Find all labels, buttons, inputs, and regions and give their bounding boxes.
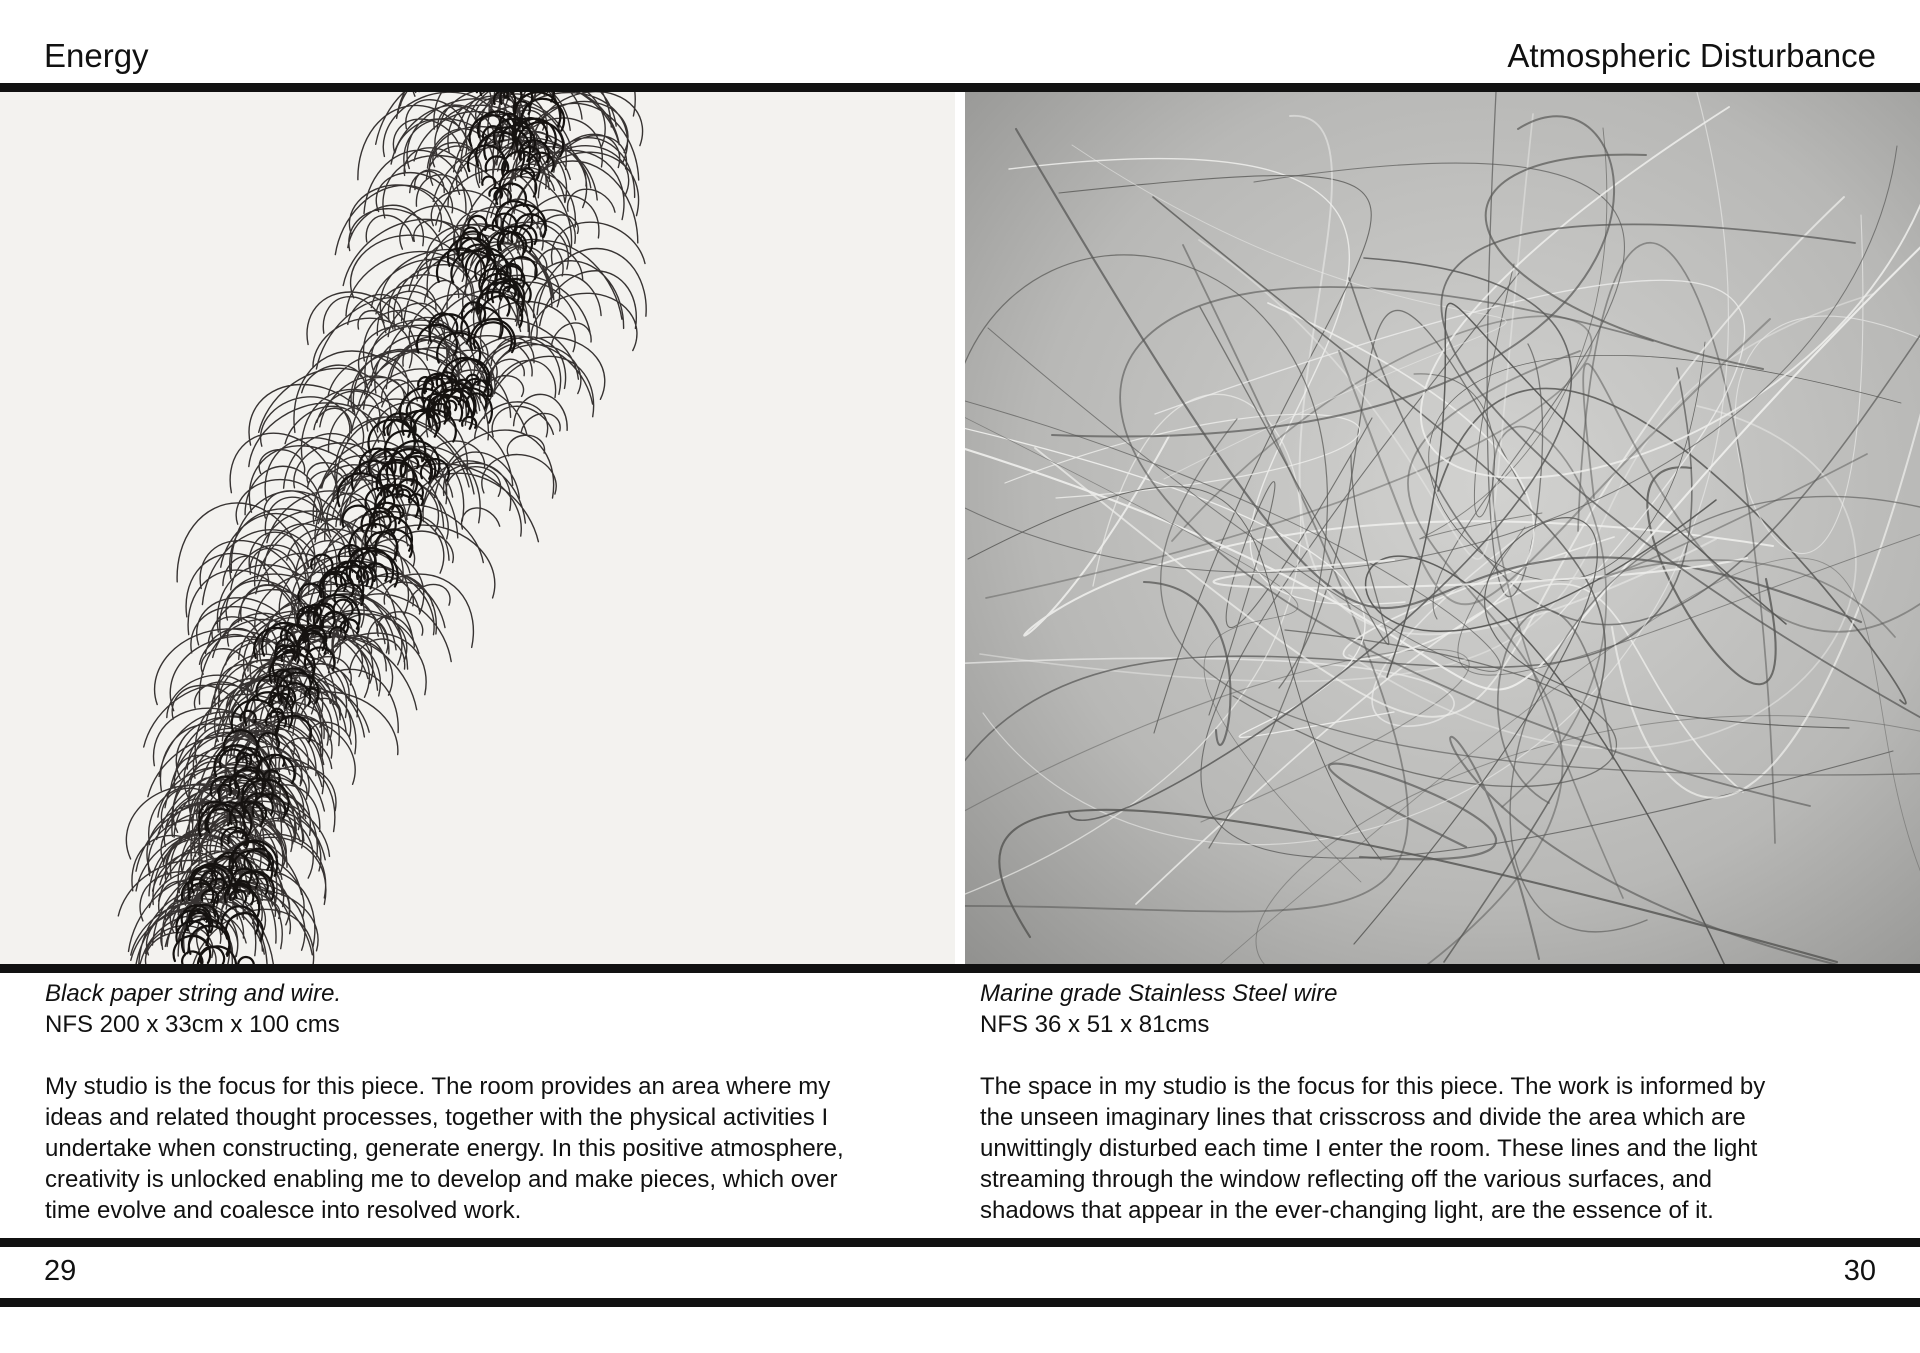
black-string-sculpture-photo <box>0 92 955 964</box>
right-caption <box>980 978 1880 1226</box>
left-caption-dimensions: NFS 200 x 33cm x 100 cms <box>45 1011 340 1038</box>
left-caption <box>45 978 945 1226</box>
steel-wire-sculpture-photo <box>965 92 1920 964</box>
right-body-line: the unseen imaginary lines that crisscross and divide the area which are <box>980 1104 1746 1131</box>
right-body-line: streaming through the window reflecting off the various surfaces, and <box>980 1166 1712 1193</box>
steel-wire-sculpture-image <box>965 92 1920 964</box>
left-page-title: Energy <box>44 37 149 74</box>
footer-rule <box>0 1238 1920 1247</box>
black-string-sculpture-image <box>0 92 955 964</box>
right-caption-title: Marine grade Stainless Steel wire <box>980 980 1338 1007</box>
right-body-line: unwittingly disturbed each time I enter the room. These lines and the light <box>980 1135 1758 1162</box>
right-page-number: 30 <box>1843 1255 1876 1287</box>
left-body-line: ideas and related thought processes, together with the physical activities I <box>45 1104 829 1131</box>
left-body-line: creativity is unlocked enabling me to develop and make pieces, which over <box>45 1166 838 1193</box>
left-body-line: undertake when constructing, generate energy. In this positive atmosphere, <box>45 1135 844 1162</box>
middle-rule <box>0 964 1920 973</box>
right-page-title: Atmospheric Disturbance <box>1507 37 1876 74</box>
left-page-number: 29 <box>44 1255 77 1287</box>
left-caption-title: Black paper string and wire. <box>45 980 342 1007</box>
right-body-line: shadows that appear in the ever-changing light, are the essence of it. <box>980 1197 1714 1224</box>
left-body-text <box>45 1071 945 1226</box>
right-caption-dimensions: NFS 36 x 51 x 81cms <box>980 1011 1210 1038</box>
left-body-line: time evolve and coalesce into resolved work. <box>45 1197 522 1224</box>
left-body-line: My studio is the focus for this piece. The room provides an area where my <box>45 1073 831 1100</box>
right-body-line: The space in my studio is the focus for this piece. The work is informed by <box>980 1073 1766 1100</box>
bottom-rule <box>0 1298 1920 1307</box>
top-rule <box>0 83 1920 92</box>
right-body-text <box>980 1071 1880 1226</box>
